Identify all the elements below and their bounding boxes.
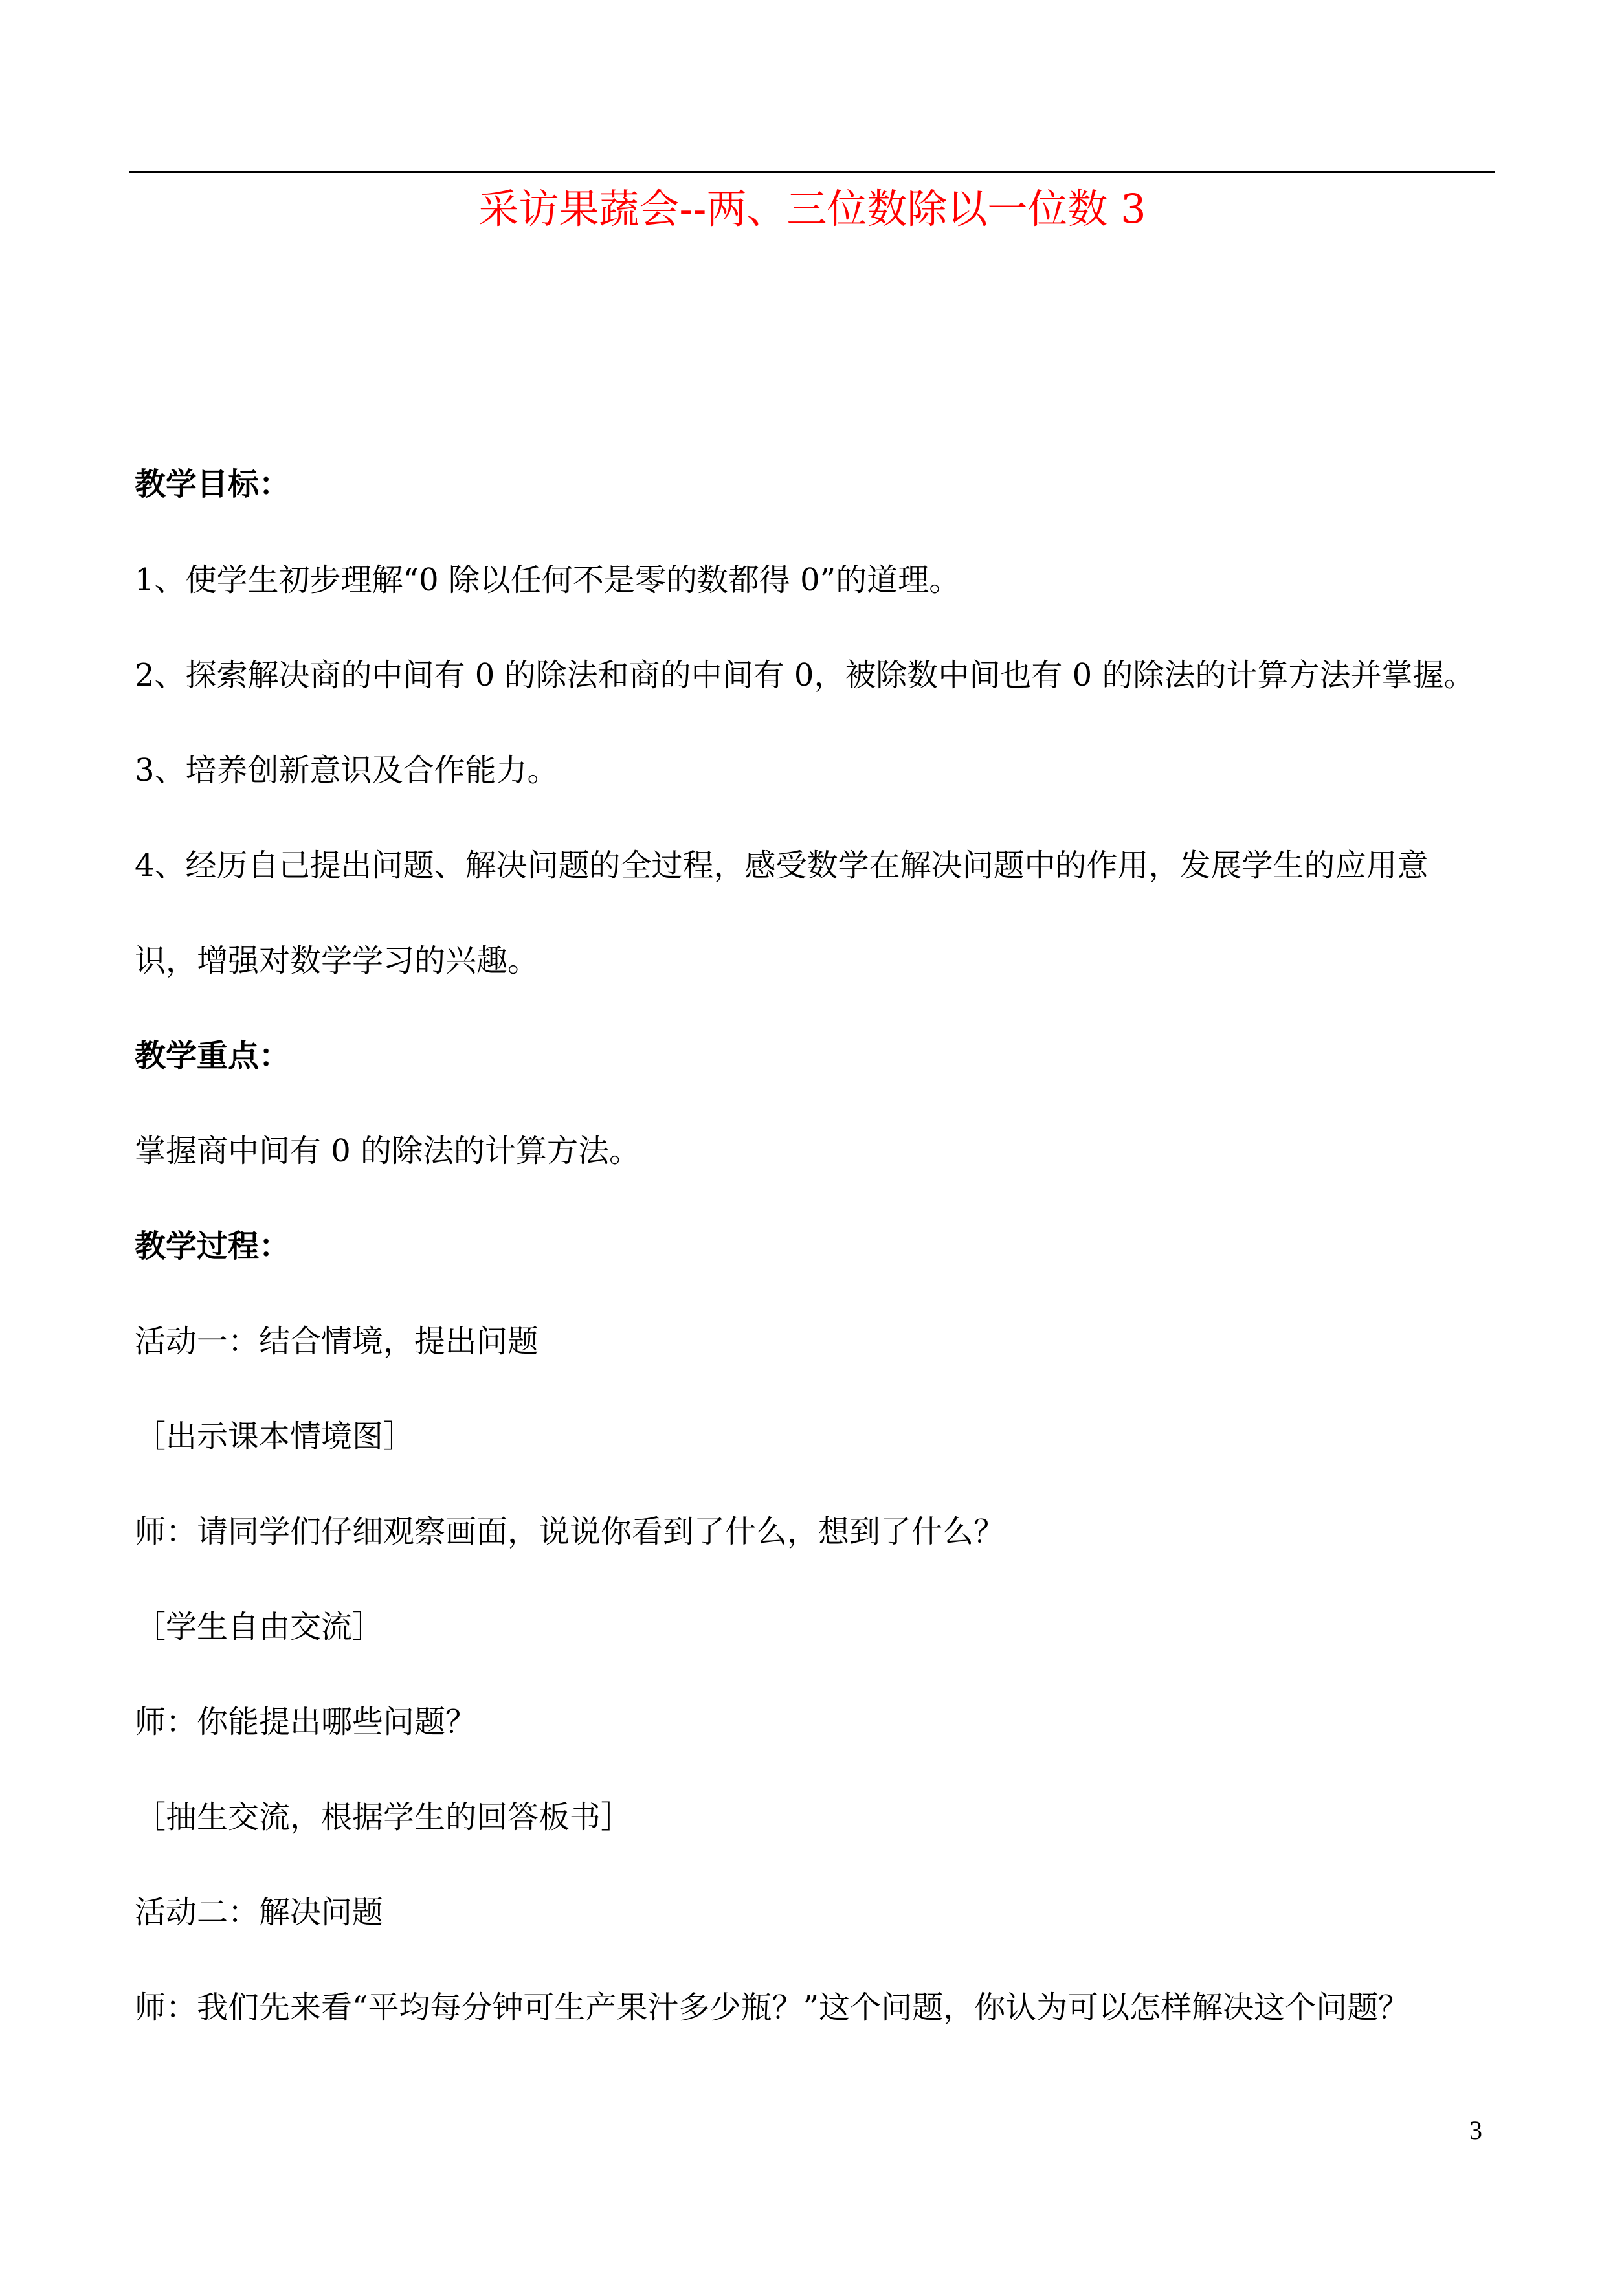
stage-direction: ［学生自由交流］ — [135, 1609, 384, 1645]
objective-1: 1、使学生初步理解“0 除以任何不是零的数都得 0”的道理。 — [135, 562, 961, 598]
activity-1-heading: 活动一：结合情境，提出问题 — [135, 1323, 539, 1359]
section-heading-key-points: 教学重点： — [135, 1038, 291, 1074]
header-rule — [129, 171, 1495, 173]
objective-4-line-2: 识，增强对数学学习的兴趣。 — [135, 943, 539, 979]
stage-direction: ［出示课本情境图］ — [135, 1418, 415, 1455]
key-point-text: 掌握商中间有 0 的除法的计算方法。 — [135, 1133, 641, 1169]
document-title: 采访果蔬会--两、三位数除以一位数 3 — [478, 185, 1146, 232]
objective-4-line-1: 4、经历自己提出问题、解决问题的全过程，感受数学在解决问题中的作用，发展学生的应用意 — [135, 847, 1429, 884]
teacher-line: 师：我们先来看“平均每分钟可生产果汁多少瓶？”这个问题，你认为可以怎样解决这个问题？ — [135, 1989, 1410, 2026]
page-number: 3 — [1469, 2116, 1482, 2145]
objective-3: 3、培养创新意识及合作能力。 — [135, 752, 559, 789]
section-heading-objectives: 教学目标： — [135, 466, 291, 502]
stage-direction: ［抽生交流，根据学生的回答板书］ — [135, 1799, 632, 1835]
section-heading-process: 教学过程： — [135, 1228, 291, 1264]
activity-2-heading: 活动二：解决问题 — [135, 1894, 384, 1930]
teacher-line: 师：你能提出哪些问题？ — [135, 1704, 477, 1740]
objective-2: 2、探索解决商的中间有 0 的除法和商的中间有 0，被除数中间也有 0 的除法的计算方法并掌握。 — [135, 657, 1475, 693]
teacher-line: 师：请同学们仔细观察画面，说说你看到了什么，想到了什么？ — [135, 1514, 1005, 1550]
